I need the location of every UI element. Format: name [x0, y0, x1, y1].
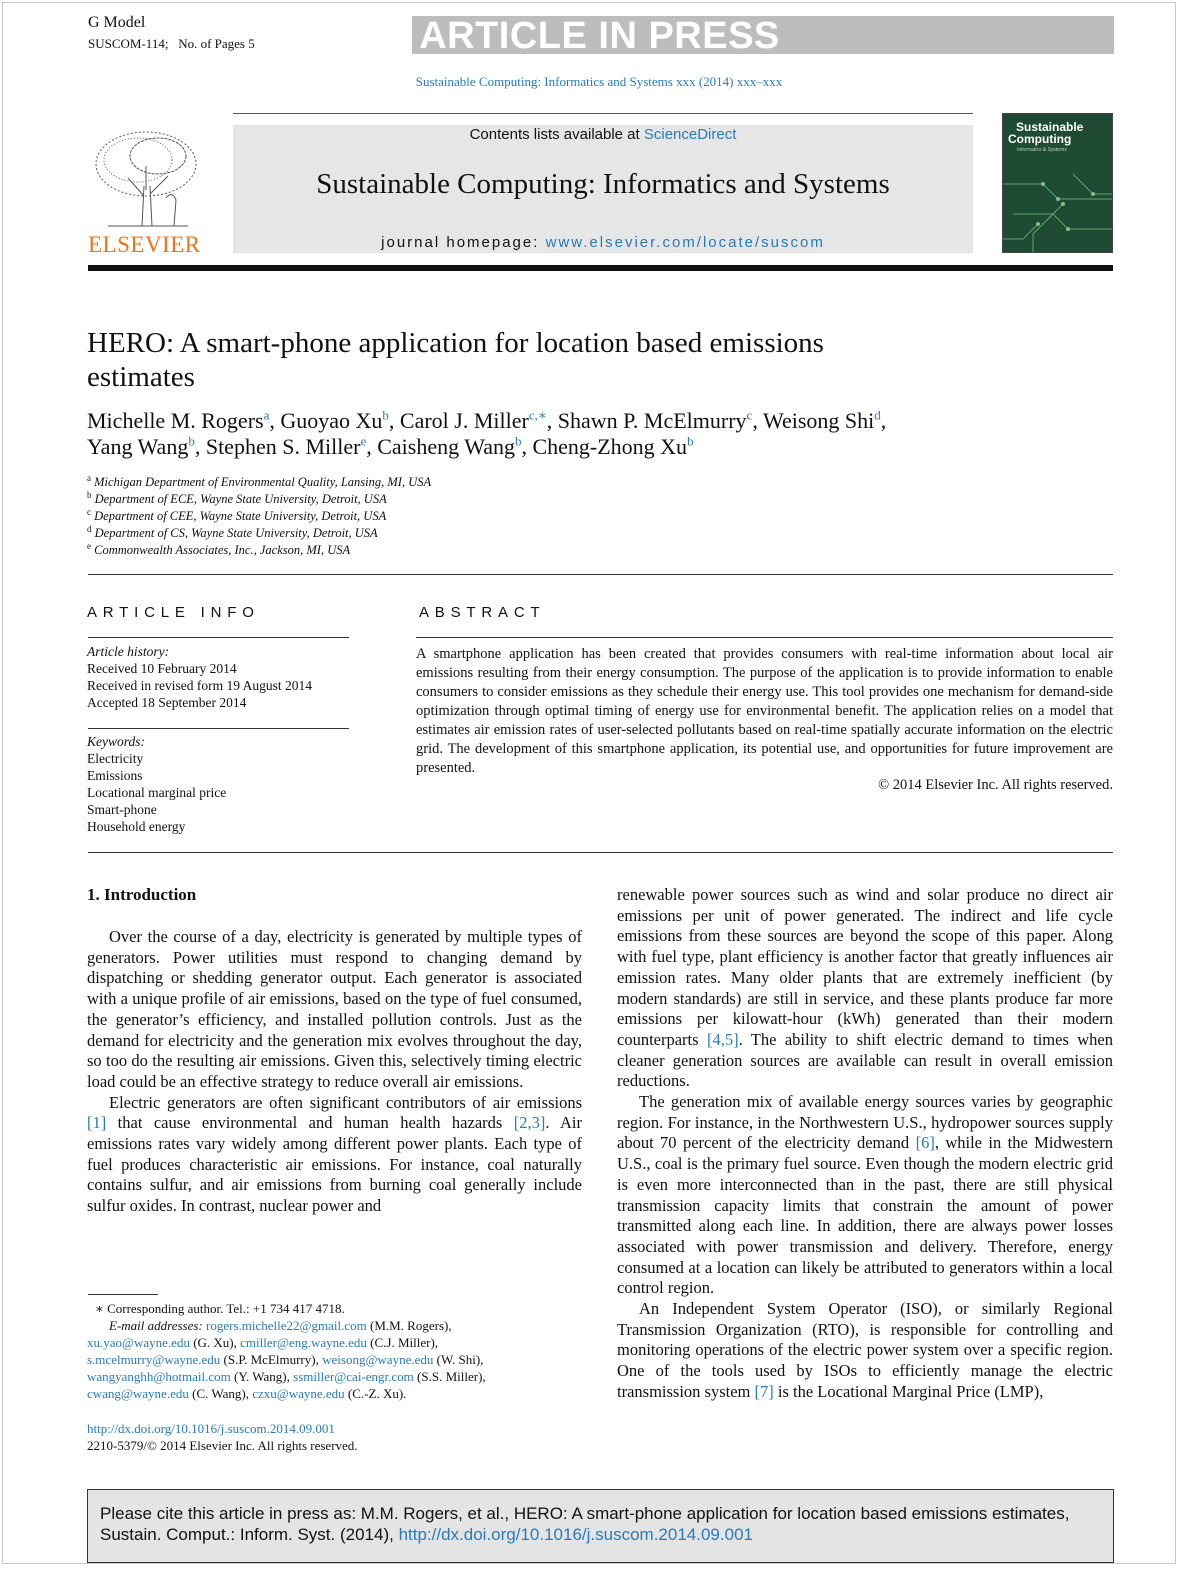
homepage-prefix: journal homepage: [381, 234, 546, 251]
author-name: Cheng-Zhong Xu [532, 434, 688, 459]
affiliation-item: $^a$ Michigan Department of Environmental Quality, Lansing, MI, USA [87, 472, 432, 489]
author-name: Weisong Shi [762, 408, 875, 433]
citation-ref[interactable]: [4,5] [706, 1029, 739, 1049]
divider [88, 852, 1113, 853]
journal-reference[interactable]: Sustainable Computing: Informatics and Systems xxx (2014) xxx–xxx [415, 74, 783, 89]
body-column-left [87, 927, 582, 1217]
corresponding-author: ∗ Corresponding author. Tel.: +1 734 417 4718. [95, 1301, 345, 1316]
email-link[interactable]: wangyanghh@hotmail.com [87, 1369, 231, 1384]
issn-line: 2210-5379/© 2014 Elsevier Inc. All rights reserved. [87, 1438, 358, 1453]
author-affiliation-mark[interactable]: b [382, 407, 389, 423]
page-count: No. of Pages 5 [178, 36, 255, 51]
paragraph: renewable power sources such as wind and solar produce no direct air emissions per unit of power generated. The indirect and life cycle emissions from these sources are beyond the scope of this paper. Along with fuel type, plant efficiency is another factor that greatly influences air emission rates. Many older plants that are extremely inefficient (by modern standards) are still in service, and these plants produce far more emissions per kilowatt-hour (kWh) generated than their modern counterparts [4,5]. The ability to shift electric demand to times when cleaner generation sources are available can result in overall emission reductions. [617, 885, 1113, 1091]
email-link[interactable]: czxu@wayne.edu [252, 1386, 345, 1401]
article-in-press-label: ARTICLE IN PRESS [419, 15, 780, 57]
keyword: Smart-phone [87, 802, 157, 817]
sciencedirect-link[interactable]: ScienceDirect [643, 126, 737, 143]
email-link[interactable]: rogers.michelle22@gmail.com [206, 1318, 367, 1333]
divider [88, 637, 349, 638]
citation-ref[interactable]: [2,3] [513, 1113, 546, 1133]
author-affiliation-mark[interactable]: b [514, 433, 522, 449]
keyword: Electricity [87, 751, 144, 766]
doi-block [87, 1420, 358, 1454]
citation-text [100, 1503, 1108, 1545]
email-link[interactable]: cmiller@eng.wayne.edu [240, 1335, 367, 1350]
author-affiliation-mark[interactable]: c,∗ [528, 407, 547, 423]
email-link[interactable]: cwang@wayne.edu [87, 1386, 189, 1401]
paragraph: Electric generators are often significant contributors of air emissions [1] that cause environmental and human health hazards [2,3]. Air emissions rates vary widely among different power plants. Each type of fuel produces characteristic air emissions. For instance, coal naturally contains sulfur, and air emissions from burning coal generally include sulfur oxides. In contrast, nuclear power and [87, 1092, 582, 1216]
author-affiliation-mark[interactable]: c [746, 407, 753, 423]
article-history [87, 643, 312, 711]
paragraph: Over the course of a day, electricity is generated by multiple types of generators. Power utilities must respond to changing demand by dispatching or shedding generator output. Each generator is associated with a unique profile of air emissions, based on the type of fuel consumed, the generator’s efficiency, and installed pollution controls. Just as the demand for electricity and the generation mix evolves throughout the day, so too do the resulting air emissions. Given this, selectively timing electric load could be an effective strategy to reduce overall air emissions. [87, 927, 582, 1091]
author-name: Stephen S. Miller [205, 434, 361, 459]
cover-title-line2: Computing [1008, 132, 1072, 146]
history-label: Article history: [87, 644, 170, 659]
author-name: Guoyao Xu [280, 408, 383, 433]
citation-ref[interactable]: [6] [915, 1133, 935, 1153]
email-link[interactable]: ssmiller@cai-engr.com [293, 1369, 414, 1384]
citation-doi-link[interactable]: http://dx.doi.org/10.1016/j.suscom.2014.09.001 [398, 1525, 753, 1544]
journal-homepage-link[interactable]: www.elsevier.com/locate/suscom [545, 234, 825, 251]
author-name: Carol J. Miller [399, 408, 529, 433]
author-affiliation-mark[interactable]: b [687, 433, 694, 449]
banner-bottom-rule [88, 265, 1113, 271]
cover-subtitle: Informatics & Systems [1017, 147, 1067, 153]
journal-title: Sustainable Computing: Informatics and Systems [316, 168, 890, 200]
divider [88, 574, 1113, 575]
divider [88, 728, 349, 729]
citation-ref[interactable]: [1] [87, 1113, 107, 1133]
abstract-heading: ABSTRACT [419, 604, 546, 621]
email-list: E-mail addresses: rogers.michelle22@gmail.com (M.M. Rogers), xu.yao@wayne.edu (G. Xu), cmiller@eng.wayne.edu (C.J. Miller), s.mcelmurry@wayne.edu (S.P. McElmurry), weisong@wayne.edu (W. Shi), wangyanghh@hotmail.com (Y. Wang), ssmiller@cai-engr.com (S.S. Miller), cwang@wayne.edu (C. Wang), czxu@wayne.edu (C.-Z. Xu). [87, 1318, 486, 1401]
author-affiliation-mark[interactable]: b [188, 433, 195, 449]
section-heading: 1. Introduction [87, 885, 197, 904]
abstract-text: A smartphone application has been created that provides consumers with real-time information about local air emissions resulting from their energy consumption. The purpose of the application is to provide information to enable consumers to consider emissions as they schedule their energy use. This tool provides one mechanism for demand-side optimization through optimal timing of energy use for environmental benefit. The application relies on a model that estimates air emission rates of user-selected pollutants based on real-time spatially accurate information on the electric grid. The development of this smartphone application, its potential use, and opportunities for future improvement are presented. [416, 646, 1113, 776]
keyword: Household energy [87, 819, 186, 834]
affiliation-item: $^d$ Department of CS, Wayne State University, Detroit, USA [87, 523, 378, 540]
email-link[interactable]: weisong@wayne.edu [322, 1352, 434, 1367]
affiliation-item: $^c$ Department of CEE, Wayne State University, Detroit, USA [87, 506, 387, 523]
contents-prefix: Contents lists available at [469, 126, 644, 143]
g-model-label: G Model [88, 14, 146, 31]
author-affiliation-mark[interactable]: a [263, 407, 270, 423]
article-info-heading: ARTICLE INFO [87, 604, 260, 621]
citation-prefix: Please cite this article in press as: M.M. Rogers, et al., HERO: A smart-phone application for location based emissions estimates, Sustain. Comput.: Inform. Syst. (2014), [100, 1504, 1070, 1544]
accepted-date: Accepted 18 September 2014 [87, 695, 247, 710]
keywords-label: Keywords: [87, 734, 145, 749]
manuscript-id [88, 36, 255, 52]
journal-homepage-line [233, 234, 973, 251]
affiliation-item: $^b$ Department of ECE, Wayne State University, Detroit, USA [87, 489, 387, 506]
email-link[interactable]: s.mcelmurry@wayne.edu [87, 1352, 221, 1367]
divider [416, 637, 1113, 638]
banner-top-rule [233, 113, 973, 114]
doi-link[interactable]: http://dx.doi.org/10.1016/j.suscom.2014.09.001 [87, 1421, 335, 1436]
paragraph: The generation mix of available energy sources varies by geographic region. For instance, in the Northwestern U.S., hydropower sources supply about 70 percent of the electricity demand [6], while in the Midwestern U.S., coal is the primary fuel source. Even though the modern electric grid is even more interconnected than in the past, there are still physical transmission capacity limits that constrain the amount of power transmitted along each line. In addition, there are always power losses associated with power transmission and delivery. Therefore, energy consumed at a location can likely be attributed to generators within a local control region. [617, 1092, 1114, 1298]
cover-title-line1: Sustainable [1016, 120, 1084, 134]
article-title-line2: estimates [87, 361, 195, 393]
article-title-line1: HERO: A smart-phone application for location based emissions [87, 327, 824, 359]
elsevier-wordmark[interactable]: ELSEVIER [88, 232, 201, 257]
author-affiliation-mark[interactable]: e [360, 433, 367, 449]
citation-ref[interactable]: [7] [754, 1381, 774, 1401]
author-name: Michelle M. Rogers [87, 408, 264, 433]
email-link[interactable]: xu.yao@wayne.edu [87, 1335, 190, 1350]
author-list: Michelle M. Rogers$^a$, Guoyao Xu$^b$, Carol J. Miller$^{c,∗}$, Shawn P. McElmurry$^c$, Weisong Shi$^d$, Yang Wang$^b$, Stephen S. Miller$^e$, Caisheng Wang$^b$, Cheng-Zhong Xu$^b$ [87, 407, 887, 459]
author-affiliation-mark[interactable]: d [874, 407, 881, 423]
elsevier-tree-icon [88, 126, 204, 234]
received-date: Received 10 February 2014 [87, 661, 237, 676]
revised-date: Received in revised form 19 August 2014 [87, 678, 312, 693]
footnote [87, 1300, 587, 1402]
affiliation-item: $^e$ Commonwealth Associates, Inc., Jackson, MI, USA [87, 540, 351, 557]
affiliation-list [87, 474, 431, 559]
author-name: Shawn P. McElmurry [557, 408, 747, 433]
footnote-rule [88, 1294, 158, 1295]
paragraph: An Independent System Operator (ISO), or similarly Regional Transmission Organization (RTO), is responsible for controlling and monitoring operations of the electric power system over a specific region. One of the tools used by ISOs to efficiently manage the electric transmission system [7] is the Locational Marginal Price (LMP), [617, 1299, 1113, 1401]
contents-line [233, 126, 973, 143]
keywords [87, 733, 226, 835]
keyword: Locational marginal price [87, 785, 227, 800]
cover-title [1008, 121, 1118, 145]
article-title [87, 326, 987, 394]
author-name: Caisheng Wang [377, 434, 515, 459]
email-label: E-mail addresses: [109, 1318, 203, 1333]
abstract-copyright: © 2014 Elsevier Inc. All rights reserved. [878, 777, 1113, 793]
body-column-right [617, 885, 1113, 1403]
author-name: Yang Wang [87, 434, 189, 459]
suscom-code: SUSCOM-114; [88, 36, 169, 51]
keyword: Emissions [87, 768, 143, 783]
